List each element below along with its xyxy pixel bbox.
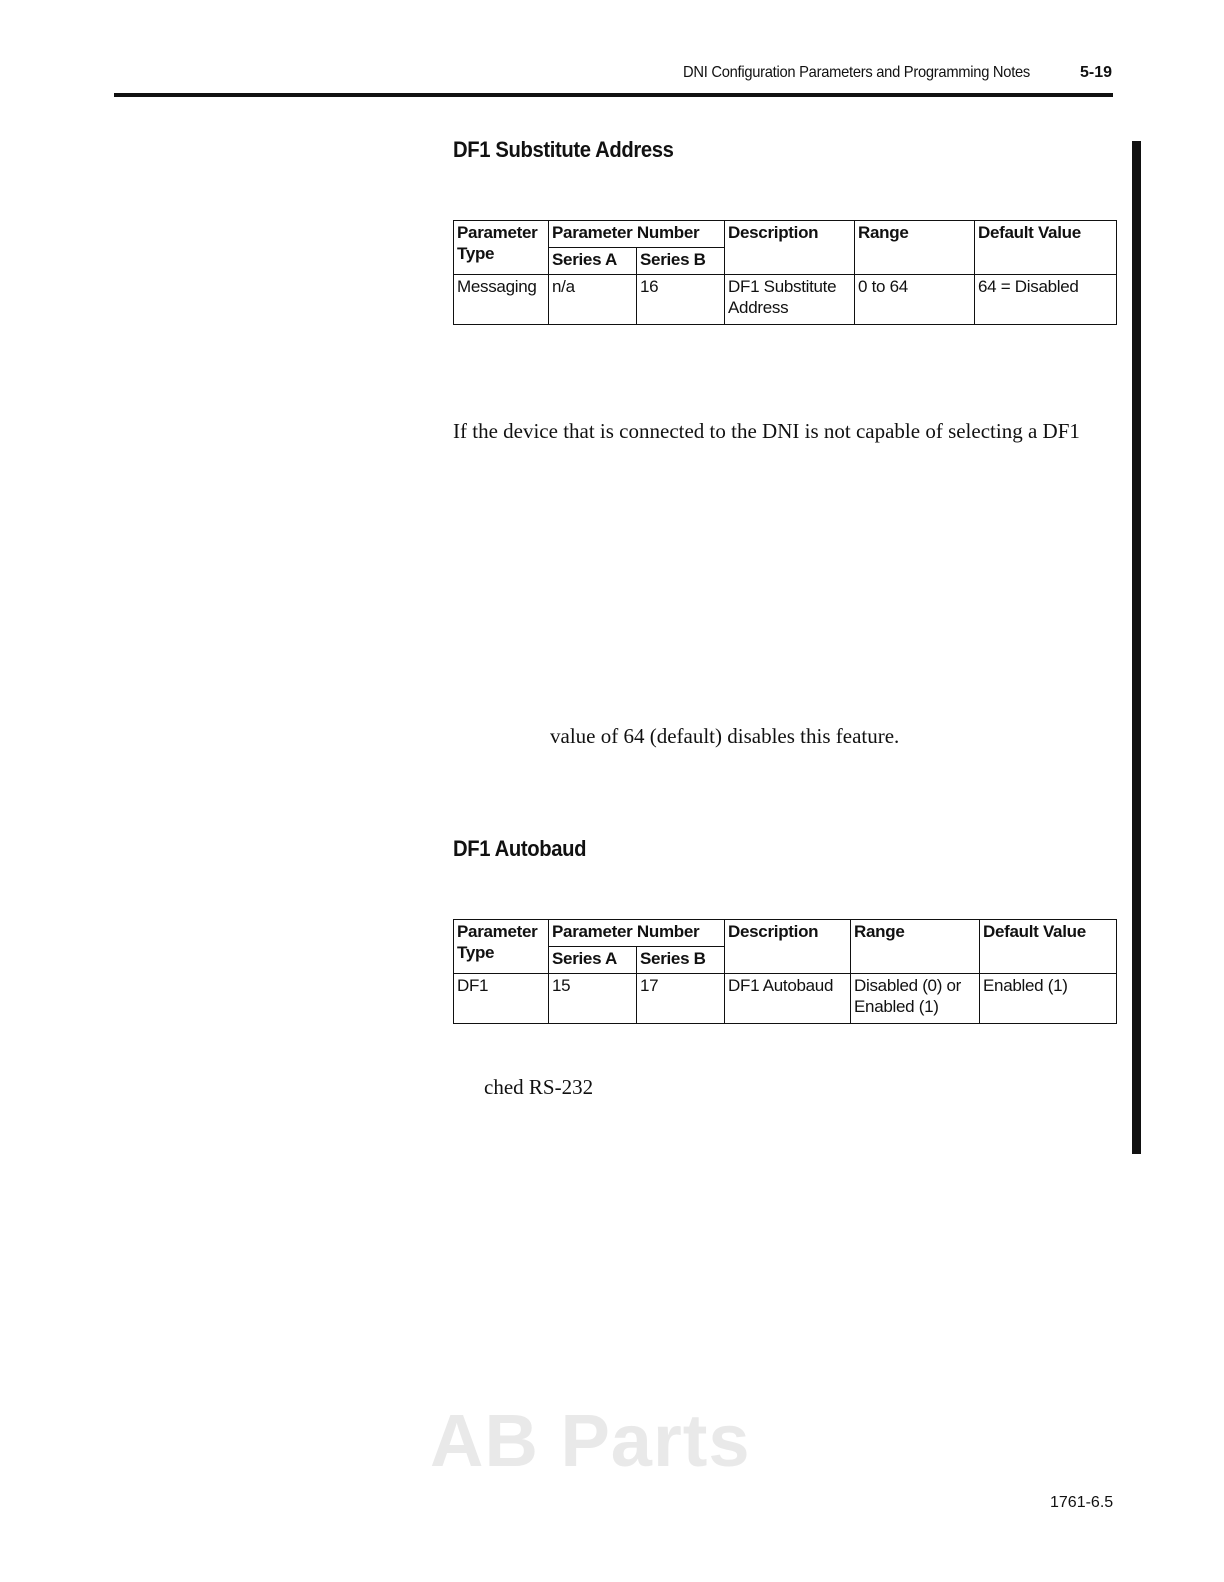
cell-description: DF1 Autobaud [725,974,851,1024]
parameter-table-autobaud [453,919,1117,1024]
cell-default-value: 64 = Disabled [975,275,1117,325]
section-heading-df1-autobaud: DF1 Autobaud [453,836,587,861]
header-description: Description [725,221,855,275]
header-parameter-number: Parameter Number [549,920,725,947]
running-header-title: DNI Configuration Parameters and Programming Notes [683,64,1031,81]
cell-parameter-type: DF1 [454,974,549,1024]
cell-range: 0 to 64 [855,275,975,325]
page-number: 5-19 [1080,64,1113,81]
body-paragraph-line: If the device that is connected to the DNI is not capable of selecting a DF1 [453,419,1080,443]
header-parameter-type: Parameter Type [454,920,549,974]
cell-series-a: 15 [549,974,637,1024]
watermark-text: AB Parts [430,1399,751,1482]
header-range: Range [855,221,975,275]
cell-series-a: n/a [549,275,637,325]
header-series-b: Series B [637,248,725,275]
table-row [454,275,1117,325]
cell-range: Disabled (0) or Enabled (1) [851,974,980,1024]
table-row [454,974,1117,1024]
cell-parameter-type: Messaging [454,275,549,325]
header-series-a: Series A [549,248,637,275]
publication-number: 1761-6.5 [1050,1494,1114,1511]
section-heading-df1-substitute-address: DF1 Substitute Address [453,137,674,162]
header-range: Range [851,920,980,974]
cell-description: DF1 Substitute Address [725,275,855,325]
cell-series-b: 17 [637,974,725,1024]
header-series-a: Series A [549,947,637,974]
header-series-b: Series B [637,947,725,974]
body-paragraph-fragment: ched RS-232 [484,1075,594,1099]
header-parameter-number: Parameter Number [549,221,725,248]
header-default-value: Default Value [980,920,1117,974]
header-parameter-type: Parameter Type [454,221,549,275]
change-bar [1132,141,1141,1154]
cell-series-b: 16 [637,275,725,325]
header-description: Description [725,920,851,974]
body-paragraph-line: value of 64 (default) disables this feature. [550,724,900,748]
cell-default-value: Enabled (1) [980,974,1117,1024]
header-default-value: Default Value [975,221,1117,275]
header-rule [114,93,1113,97]
parameter-table-substitute-address [453,220,1117,325]
